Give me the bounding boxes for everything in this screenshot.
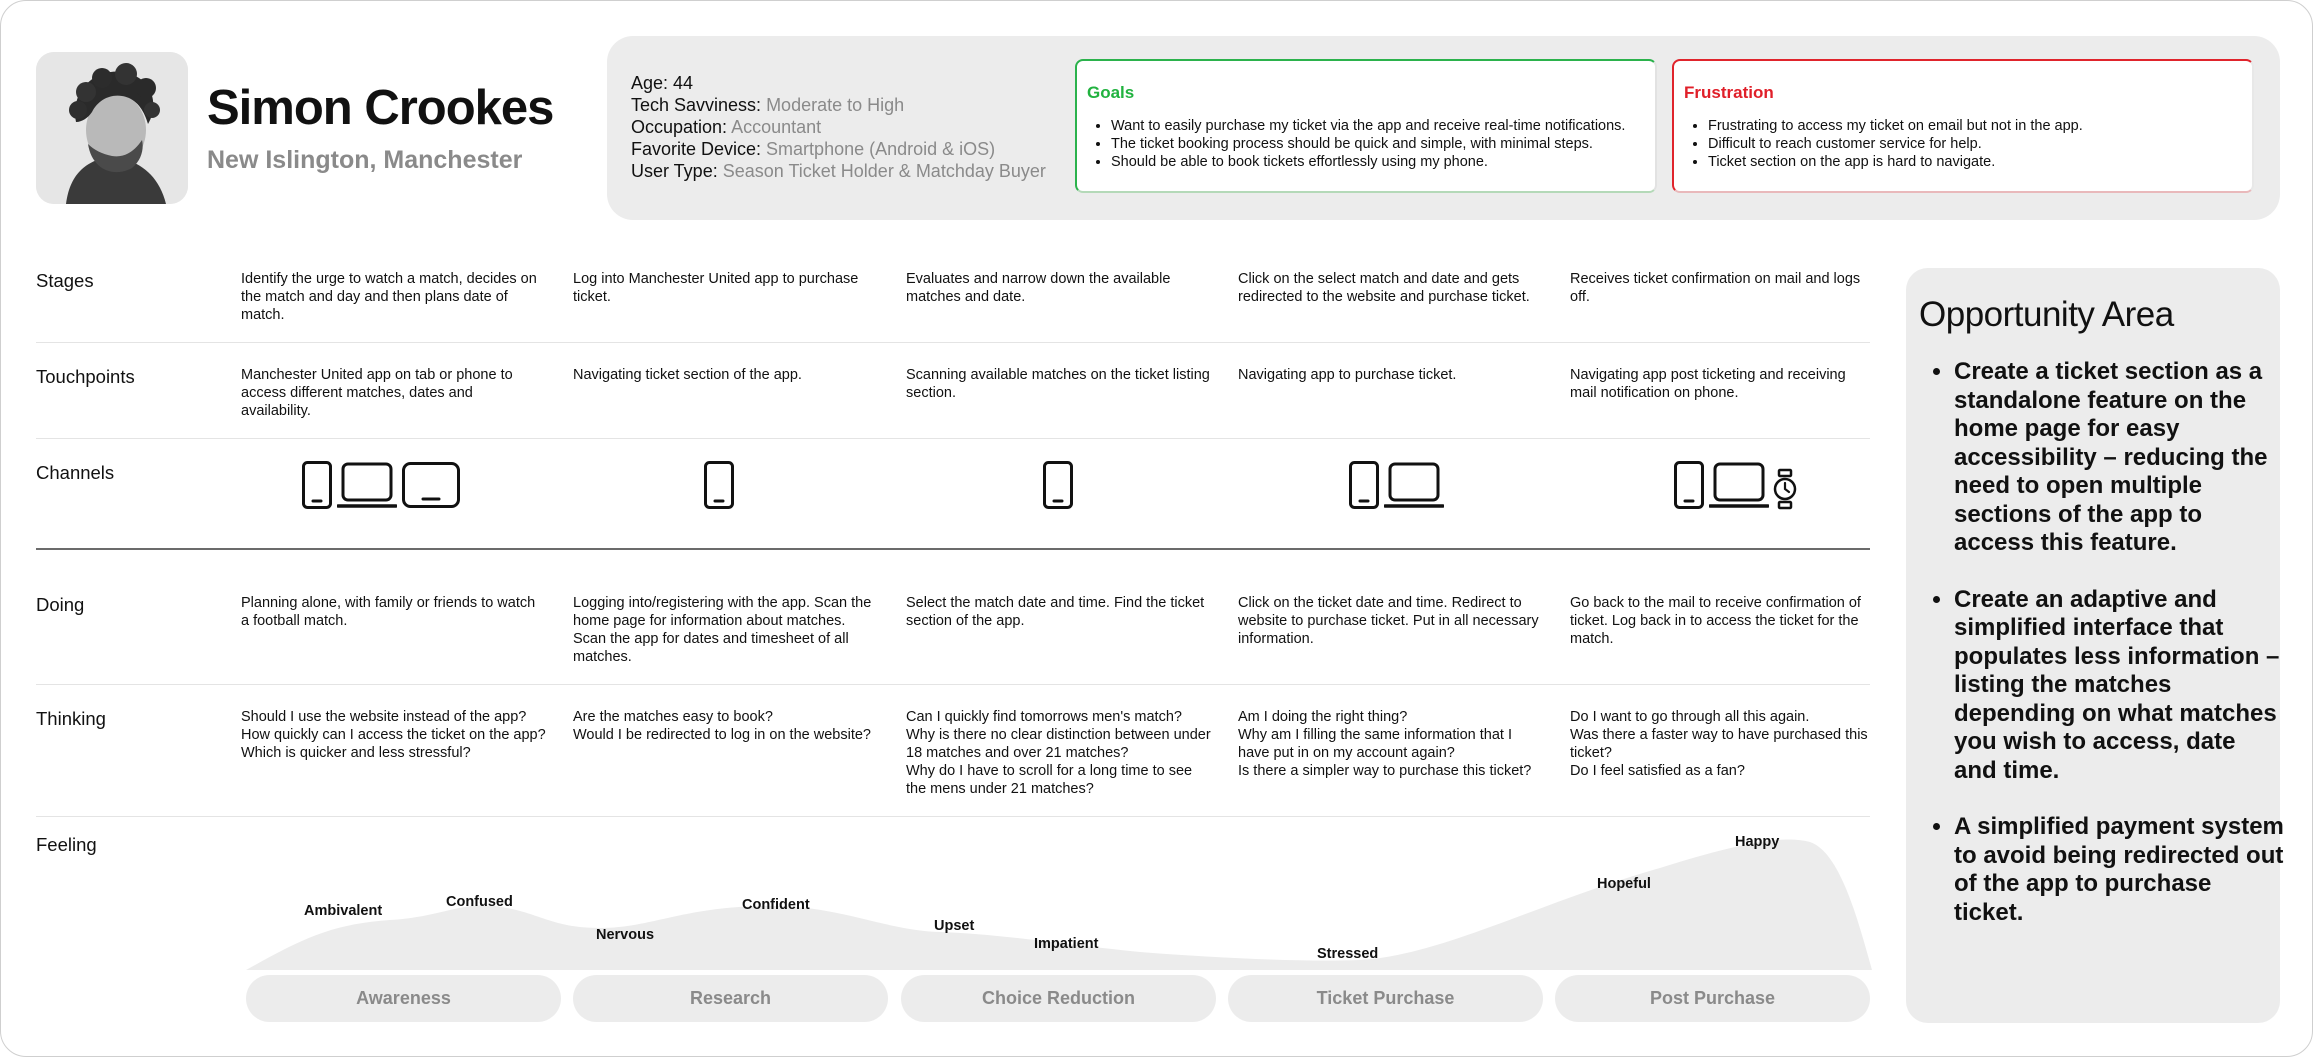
- persona-facts: [631, 72, 1046, 182]
- persona-name: Simon Crookes: [207, 81, 554, 135]
- thinking-line: Is there a simpler way to purchase this ticket?: [1238, 763, 1532, 779]
- phone-icon: [703, 460, 735, 510]
- emotion-label-confident: Confident: [742, 897, 810, 913]
- stage-cell-3: Evaluates and narrow down the available matches and date.: [906, 271, 1171, 305]
- thinking-cell-4: [1238, 708, 1543, 780]
- frustration-item: • Ticket section on the app is hard to navigate.: [1708, 153, 2083, 171]
- thinking-line: Are the matches easy to book?: [573, 709, 773, 725]
- opportunity-list: [1918, 358, 2284, 955]
- goal-item: • Should be able to book tickets effortlessly using my phone.: [1111, 153, 1625, 171]
- thinking-line: Why is there no clear distinction between under 18 matches and over 21 matches?: [906, 727, 1211, 761]
- opportunity-item: • Create an adaptive and simplified interface that populates less information – listing the matches depending on what matches you wish to access, date and time.: [1954, 586, 2284, 786]
- channel-group-3: [1042, 460, 1074, 510]
- touchpoint-cell-4: Navigating app to purchase ticket.: [1238, 367, 1457, 383]
- row-divider: [36, 816, 1870, 817]
- tablet-icon: [401, 460, 461, 510]
- touchpoint-cell-3: Scanning available matches on the ticket listing section.: [906, 367, 1210, 401]
- emotion-label-hopeful: Hopeful: [1597, 876, 1651, 892]
- laptop-icon: [1709, 460, 1769, 510]
- emotion-label-confused: Confused: [446, 894, 513, 910]
- fact-user-type: User Type: Season Ticket Holder & Matchday Buyer: [631, 161, 1046, 181]
- frustration-card: [1672, 59, 2254, 193]
- goals-title: Goals: [1087, 83, 1135, 102]
- laptop-icon: [1384, 460, 1444, 510]
- thinking-line: Would I be redirected to log in on the website?: [573, 727, 871, 743]
- emotion-label-upset: Upset: [934, 918, 975, 934]
- doing-cell-2: Logging into/registering with the app. Scan the home page for information about matches. Scan the app for dates and timesheet of all matches.: [573, 595, 872, 665]
- channel-group-4: [1348, 460, 1444, 510]
- thinking-line: Why am I filling the same information that I have put in on my account again?: [1238, 727, 1512, 761]
- fact-favorite-device: Favorite Device: Smartphone (Android & iOS): [631, 139, 996, 159]
- fact-occupation: Occupation: Accountant: [631, 117, 822, 137]
- row-divider: [36, 342, 1870, 343]
- row-label-doing: Doing: [36, 594, 85, 615]
- goals-list: [1087, 117, 1625, 171]
- touchpoint-cell-1: Manchester United app on tab or phone to access different matches, dates and availability.: [241, 367, 513, 419]
- opportunity-item: • Create a ticket section as a standalone feature on the home page for easy accessibility – reducing the need to open multiple sections of the app to access this feature.: [1954, 358, 2284, 558]
- touchpoint-cell-5: Navigating app post ticketing and receiving mail notification on phone.: [1570, 367, 1846, 401]
- row-divider: [36, 438, 1870, 439]
- persona-location: New Islington, Manchester: [207, 146, 523, 174]
- emotion-label-stressed: Stressed: [1317, 946, 1379, 962]
- thinking-cell-5: [1570, 708, 1875, 780]
- frustration-item: • Frustrating to access my ticket on email but not in the app.: [1708, 117, 2083, 135]
- thinking-cell-1: [241, 708, 546, 762]
- thinking-line: Do I feel satisfied as a fan?: [1570, 763, 1745, 779]
- emotion-label-happy: Happy: [1735, 834, 1780, 850]
- phase-choice-reduction: Choice Reduction: [901, 975, 1216, 1022]
- frustration-list: [1684, 117, 2083, 171]
- thinking-line: Which is quicker and less stressful?: [241, 745, 471, 761]
- phase-research: Research: [573, 975, 888, 1022]
- channel-group-1: [301, 460, 461, 510]
- thinking-line: How quickly can I access the ticket on the app?: [241, 727, 546, 743]
- channel-group-5: [1673, 460, 1797, 510]
- phone-icon: [301, 460, 333, 510]
- doing-cell-5: Go back to the mail to receive confirmation of ticket. Log back in to access the ticket for the match.: [1570, 595, 1861, 647]
- opportunity-title: Opportunity Area: [1919, 295, 2174, 334]
- row-label-thinking: Thinking: [36, 708, 106, 729]
- row-divider: [36, 684, 1870, 685]
- emotion-label-impatient: Impatient: [1034, 936, 1099, 952]
- goal-item: • Want to easily purchase my ticket via the app and receive real-time notifications.: [1111, 117, 1625, 135]
- phone-icon: [1042, 460, 1074, 510]
- row-label-channels: Channels: [36, 462, 115, 483]
- goal-item: • The ticket booking process should be quick and simple, with minimal steps.: [1111, 135, 1625, 153]
- thinking-line: Do I want to go through all this again.: [1570, 709, 1810, 725]
- watch-icon: [1773, 468, 1797, 510]
- row-label-touchpoints: Touchpoints: [36, 366, 135, 387]
- frustration-title: Frustration: [1684, 83, 1774, 102]
- phone-icon: [1673, 460, 1705, 510]
- persona-info-panel: [607, 36, 2280, 220]
- thinking-cell-3: [906, 708, 1211, 798]
- row-label-stages: Stages: [36, 270, 94, 291]
- phase-ticket-purchase: Ticket Purchase: [1228, 975, 1543, 1022]
- phone-icon: [1348, 460, 1380, 510]
- thinking-cell-2: [573, 708, 878, 744]
- doing-cell-4: Click on the ticket date and time. Redirect to website to purchase ticket. Put in all necessary information.: [1238, 595, 1539, 647]
- stage-cell-2: Log into Manchester United app to purchase ticket.: [573, 271, 859, 305]
- avatar: [36, 52, 188, 204]
- frustration-item: • Difficult to reach customer service for help.: [1708, 135, 2083, 153]
- stage-cell-4: Click on the select match and date and gets redirected to the website and purchase ticket.: [1238, 271, 1530, 305]
- phase-post-purchase: Post Purchase: [1555, 975, 1870, 1022]
- thinking-line: Why do I have to scroll for a long time to see the mens under 21 matches?: [906, 763, 1193, 797]
- opportunity-item: • A simplified payment system to avoid being redirected out of the app to purchase ticket.: [1954, 813, 2284, 927]
- emotion-label-ambivalent: Ambivalent: [304, 903, 383, 919]
- touchpoint-cell-2: Navigating ticket section of the app.: [573, 367, 802, 383]
- opportunity-panel: [1906, 268, 2284, 1023]
- row-label-feeling: Feeling: [36, 834, 97, 855]
- thinking-line: Can I quickly find tomorrows men's match?: [906, 709, 1182, 725]
- section-divider: [36, 548, 1870, 550]
- goals-card: [1075, 59, 1657, 193]
- phase-awareness: Awareness: [246, 975, 561, 1022]
- laptop-icon: [337, 460, 397, 510]
- doing-cell-1: Planning alone, with family or friends to watch a football match.: [241, 595, 536, 629]
- stage-cell-5: Receives ticket confirmation on mail and logs off.: [1570, 271, 1861, 305]
- thinking-line: Should I use the website instead of the app?: [241, 709, 527, 725]
- fact-tech-savviness: Tech Savviness: Moderate to High: [631, 95, 905, 115]
- thinking-line: Am I doing the right thing?: [1238, 709, 1408, 725]
- emotion-label-nervous: Nervous: [596, 927, 655, 943]
- fact-age: Age: 44: [631, 73, 694, 93]
- doing-cell-3: Select the match date and time. Find the ticket section of the app.: [906, 595, 1205, 629]
- channel-group-2: [703, 460, 735, 510]
- thinking-line: Was there a faster way to have purchased this ticket?: [1570, 727, 1868, 761]
- stage-cell-1: Identify the urge to watch a match, decides on the match and day and then plans date of match.: [241, 271, 537, 323]
